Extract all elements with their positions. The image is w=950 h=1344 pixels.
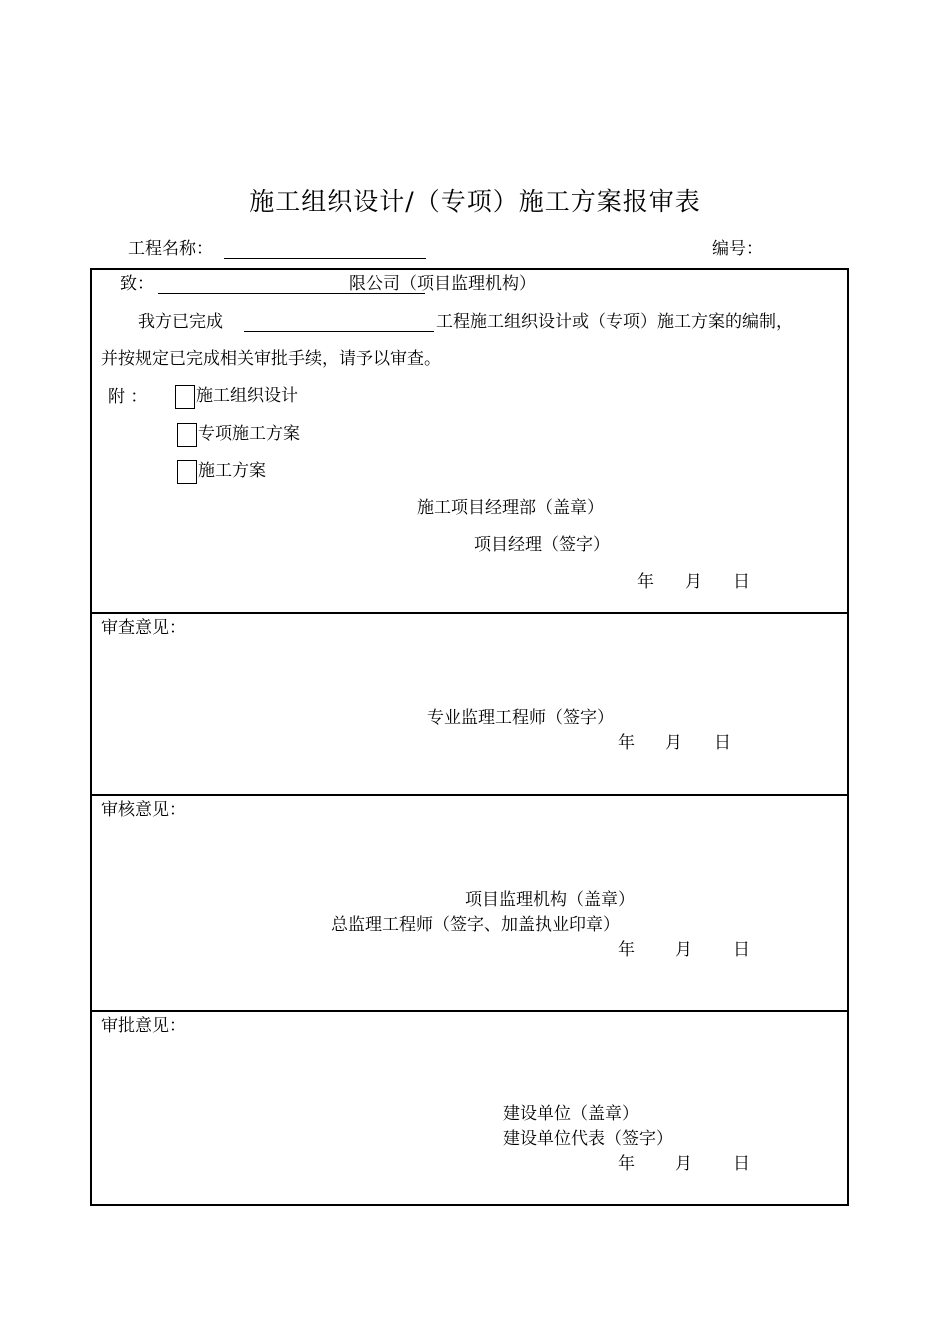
project-manager-signature: 项目经理（签字）: [474, 535, 610, 555]
project-name-field[interactable]: [224, 258, 426, 259]
form-title: 施工组织设计/（专项）施工方案报审表: [249, 187, 701, 216]
supervision-org-seal: 项目监理机构（盖章）: [465, 890, 635, 910]
section-divider: [90, 612, 849, 614]
date-year: 年: [618, 940, 635, 960]
form-table: [90, 268, 849, 1206]
project-field[interactable]: [244, 331, 434, 332]
date-day: 日: [733, 940, 750, 960]
construction-unit-rep-signature: 建设单位代表（签字）: [503, 1129, 673, 1149]
construction-org-design-label: 施工组织设计: [196, 386, 298, 406]
special-construction-plan-checkbox[interactable]: [177, 423, 197, 447]
completion-prefix: 我方已完成: [138, 312, 223, 332]
date-year: 年: [637, 572, 654, 592]
construction-plan-checkbox[interactable]: [177, 460, 197, 484]
construction-unit-seal: 建设单位（盖章）: [503, 1104, 639, 1124]
review-request-text: 并按规定已完成相关审批手续，请予以审查。: [101, 349, 441, 369]
date-month: 月: [675, 940, 692, 960]
date-month: 月: [675, 1154, 692, 1174]
supervising-engineer-signature: 专业监理工程师（签字）: [427, 708, 614, 728]
date-day: 日: [733, 1154, 750, 1174]
audit-opinion-label: 审核意见：: [101, 800, 186, 820]
recipient-suffix: 限公司（项目监理机构）: [349, 274, 536, 294]
chief-engineer-signature: 总监理工程师（签字、加盖执业印章）: [331, 915, 620, 935]
attachment-label: 附 ：: [108, 387, 148, 407]
special-construction-plan-label: 专项施工方案: [198, 424, 300, 444]
date-year: 年: [618, 733, 635, 753]
construction-plan-label: 施工方案: [198, 461, 266, 481]
date-month: 月: [665, 733, 682, 753]
section-divider: [90, 1010, 849, 1012]
date-day: 日: [733, 572, 750, 592]
date-year: 年: [618, 1154, 635, 1174]
to-label: 致：: [120, 274, 154, 294]
section-divider: [90, 794, 849, 796]
completion-suffix: 工程施工组织设计或（专项）施工方案的编制，: [436, 312, 793, 332]
review-opinion-label: 审查意见：: [101, 618, 186, 638]
serial-number-label: 编号：: [712, 239, 763, 259]
project-dept-seal: 施工项目经理部（盖章）: [417, 498, 604, 518]
date-month: 月: [685, 572, 702, 592]
construction-org-design-checkbox[interactable]: [175, 385, 195, 409]
date-day: 日: [714, 733, 731, 753]
approval-opinion-label: 审批意见：: [101, 1016, 186, 1036]
project-name-label: 工程名称：: [128, 239, 213, 259]
